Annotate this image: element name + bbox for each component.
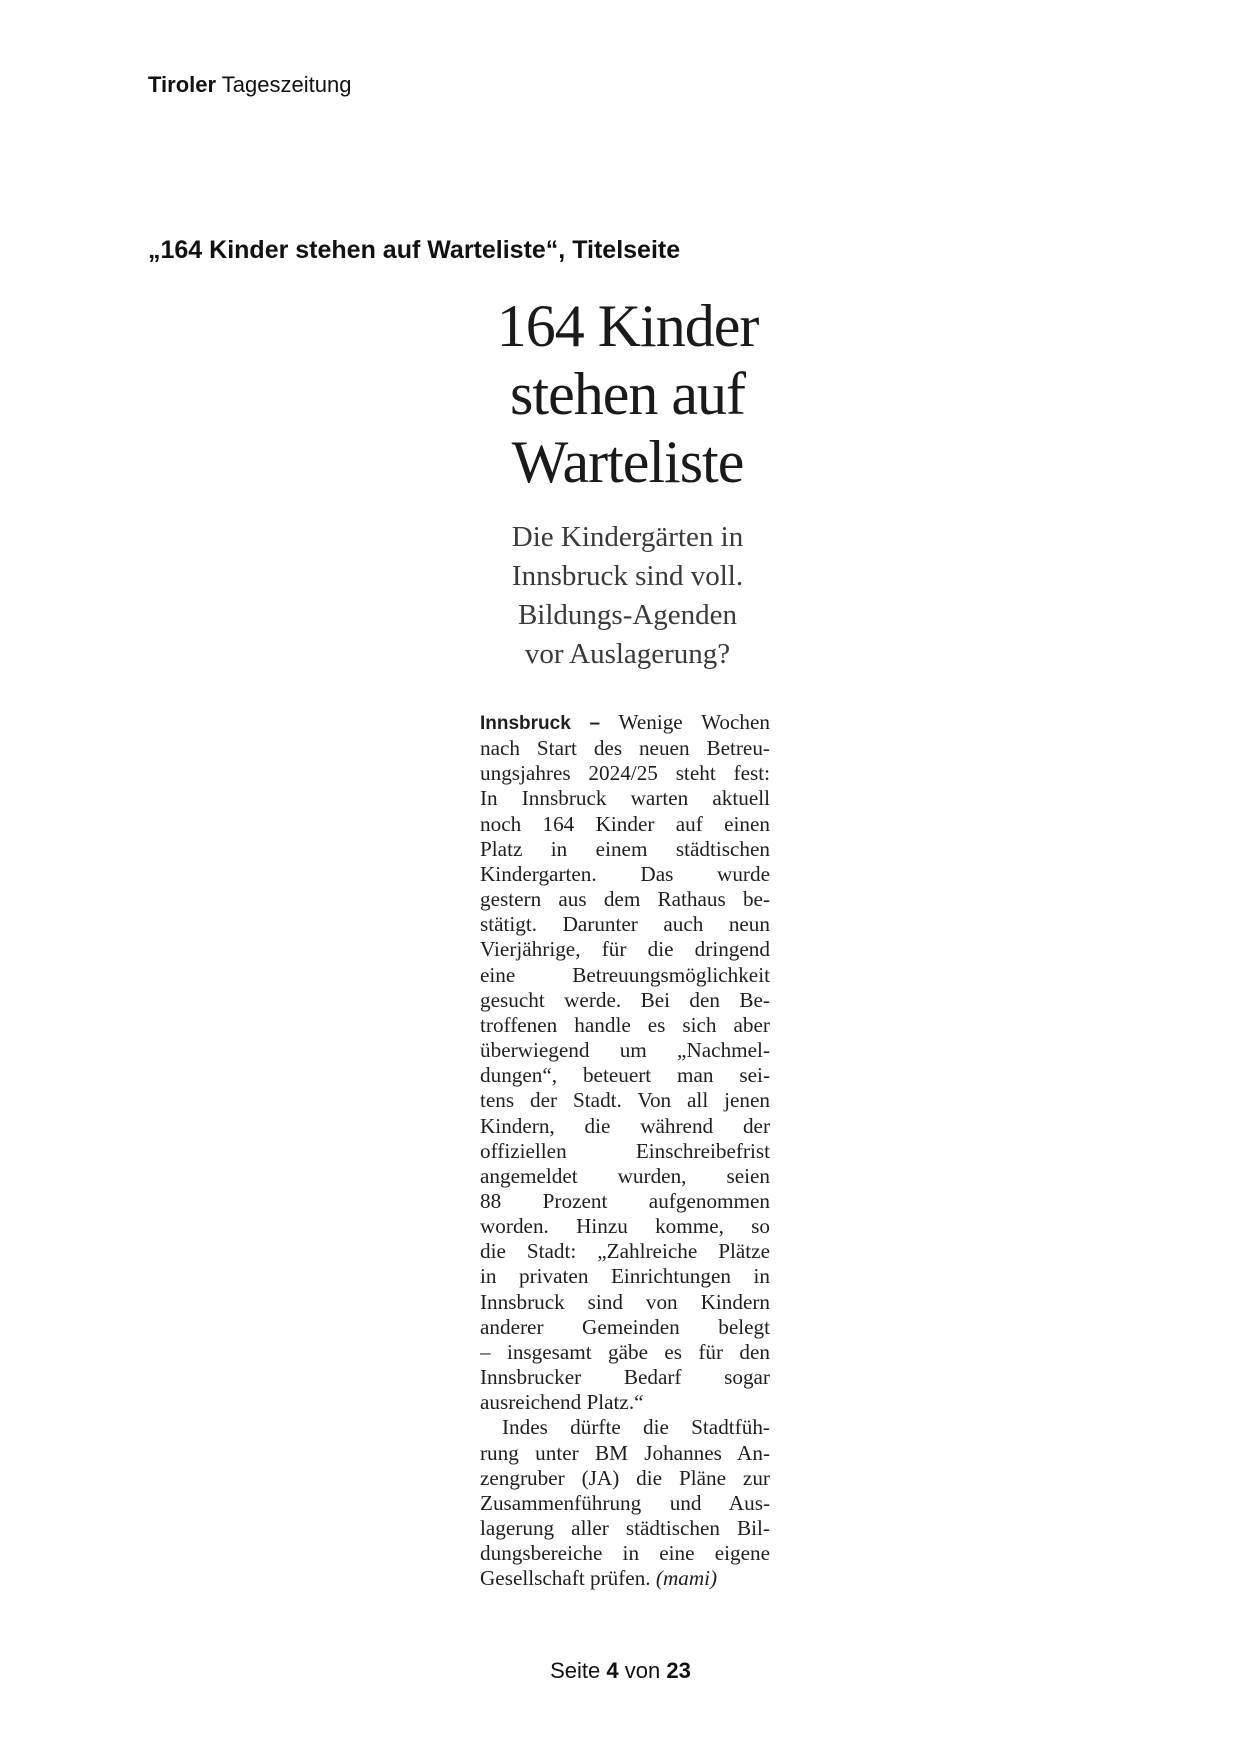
article-body-line	[480, 1290, 770, 1315]
article-body-text: angemeldet wurden, seien	[480, 1163, 770, 1188]
article-body-line	[480, 761, 770, 786]
publication-name-regular: Tageszeitung	[221, 72, 352, 97]
article-body-text: ausreichend Platz.“	[480, 1390, 644, 1415]
article-body-text: dungsbereiche in eine eigene	[480, 1541, 770, 1566]
article-body-text: Kindern, die während der	[480, 1113, 770, 1138]
article-dateline: Innsbruck –	[480, 713, 601, 734]
article-body-line	[480, 1038, 770, 1063]
article-body-line	[480, 1516, 770, 1541]
article-subheadline	[480, 518, 775, 674]
publication-name	[148, 72, 351, 98]
article-body-text: offiziellen Einschreibefrist	[480, 1138, 770, 1163]
article-body-text: tens der Stadt. Von all jenen	[480, 1088, 770, 1113]
publication-name-bold: Tiroler	[148, 72, 217, 97]
article-body-text: eine Betreuungsmöglichkeit	[480, 962, 770, 987]
article-body-line	[480, 1541, 770, 1566]
article-body-line	[480, 1340, 770, 1365]
article-body-line	[480, 1239, 770, 1264]
article-body-line	[480, 963, 770, 988]
article-body-line	[480, 1390, 770, 1415]
article-body-text: rung unter BM Johannes An-	[480, 1440, 770, 1465]
article-body-text: ungsjahres 2024/25 steht fest:	[480, 761, 770, 786]
article-body-line	[480, 1013, 770, 1038]
page-label: Seite	[550, 1658, 601, 1683]
total-page-count: 23	[666, 1658, 691, 1683]
article-body-text: noch 164 Kinder auf einen	[480, 811, 770, 836]
article-body-text: 88 Prozent aufgenommen	[480, 1188, 770, 1213]
article-body-text: In Innsbruck warten aktuell	[480, 786, 770, 811]
article-body-line	[480, 1088, 770, 1113]
article-body-line	[480, 988, 770, 1013]
article-caption: „164 Kinder stehen auf Warteliste“, Titelseite	[148, 236, 681, 264]
article-body-text: gestern aus dem Rathaus be-	[480, 887, 770, 912]
article-headline	[480, 292, 775, 496]
article-body-text: troffenen handle es sich aber	[480, 1012, 770, 1037]
article-body-line	[480, 1189, 770, 1214]
subhead-line: Die Kindergärten in	[511, 521, 744, 553]
article-author: (mami)	[655, 1566, 718, 1591]
article-body-line	[480, 736, 770, 761]
article-body-text: lagerung aller städtischen Bil-	[480, 1516, 770, 1540]
subhead-line: vor Auslagerung?	[524, 638, 731, 670]
headline-line: stehen auf	[510, 361, 745, 427]
article-body-line	[480, 1264, 770, 1289]
article-body-text: überwiegend um „Nachmel-	[480, 1038, 770, 1063]
article-body-text: in privaten Einrichtungen in	[480, 1264, 770, 1289]
article-body-line	[480, 1566, 770, 1591]
article-body-line	[480, 1466, 770, 1491]
article-body-text: nach Start des neuen Betreu-	[480, 736, 770, 761]
article-body-text: Zusammenführung und Aus-	[480, 1490, 770, 1515]
article-body-line	[480, 710, 770, 736]
current-page-number: 4	[606, 1658, 619, 1683]
article-body-line	[480, 1491, 770, 1516]
article-body-text: gesucht werde. Bei den Be-	[480, 987, 770, 1012]
article-body-line	[480, 1114, 770, 1139]
article-body-text: Kindergarten. Das wurde	[480, 861, 770, 886]
article-body-text: worden. Hinzu komme, so	[480, 1214, 770, 1239]
article-body-line	[480, 812, 770, 837]
article-body-line	[480, 1365, 770, 1390]
article-body-line	[480, 1315, 770, 1340]
article-body-text: Innsbruck sind von Kindern	[480, 1289, 770, 1314]
article-body-text: die Stadt: „Zahlreiche Plätze	[480, 1239, 770, 1264]
article-body	[480, 710, 770, 1591]
article-body-text: stätigt. Darunter auch neun	[480, 912, 770, 937]
subhead-line: Innsbruck sind voll.	[511, 560, 744, 592]
page-separator: von	[624, 1658, 661, 1683]
article-body-text: Innsbrucker Bedarf sogar	[480, 1365, 770, 1390]
article-body-text: Platz in einem städtischen	[480, 836, 770, 861]
article-clipping	[480, 292, 775, 1591]
article-body-text: Wenige Wochen	[618, 710, 770, 734]
article-body-line	[480, 837, 770, 862]
article-body-line	[480, 937, 770, 962]
subhead-line: Bildungs-Agenden	[517, 599, 738, 631]
article-body-line	[480, 912, 770, 937]
article-body-line	[480, 887, 770, 912]
article-body-line	[480, 1164, 770, 1189]
article-body-text: Vierjährige, für die dringend	[480, 937, 770, 962]
article-body-line	[480, 862, 770, 887]
article-body-text: Indes dürfte die Stadtfüh-	[502, 1415, 770, 1440]
article-body-text: zengruber (JA) die Pläne zur	[480, 1465, 770, 1490]
article-body-line	[480, 1139, 770, 1164]
article-body-text: dungen“, beteuert man sei-	[480, 1063, 770, 1088]
article-body-line	[480, 1415, 770, 1440]
article-body-line	[480, 1441, 770, 1466]
article-body-text: Gesellschaft prüfen.	[480, 1566, 651, 1591]
article-body-text: anderer Gemeinden belegt	[480, 1314, 770, 1339]
article-body-line	[480, 786, 770, 811]
article-body-text: – insgesamt gäbe es für den	[480, 1339, 770, 1364]
article-body-line	[480, 1063, 770, 1088]
page-footer	[0, 1658, 1241, 1684]
article-body-line	[480, 1214, 770, 1239]
headline-line: Warteliste	[511, 429, 744, 495]
headline-line: 164 Kinder	[496, 293, 759, 359]
